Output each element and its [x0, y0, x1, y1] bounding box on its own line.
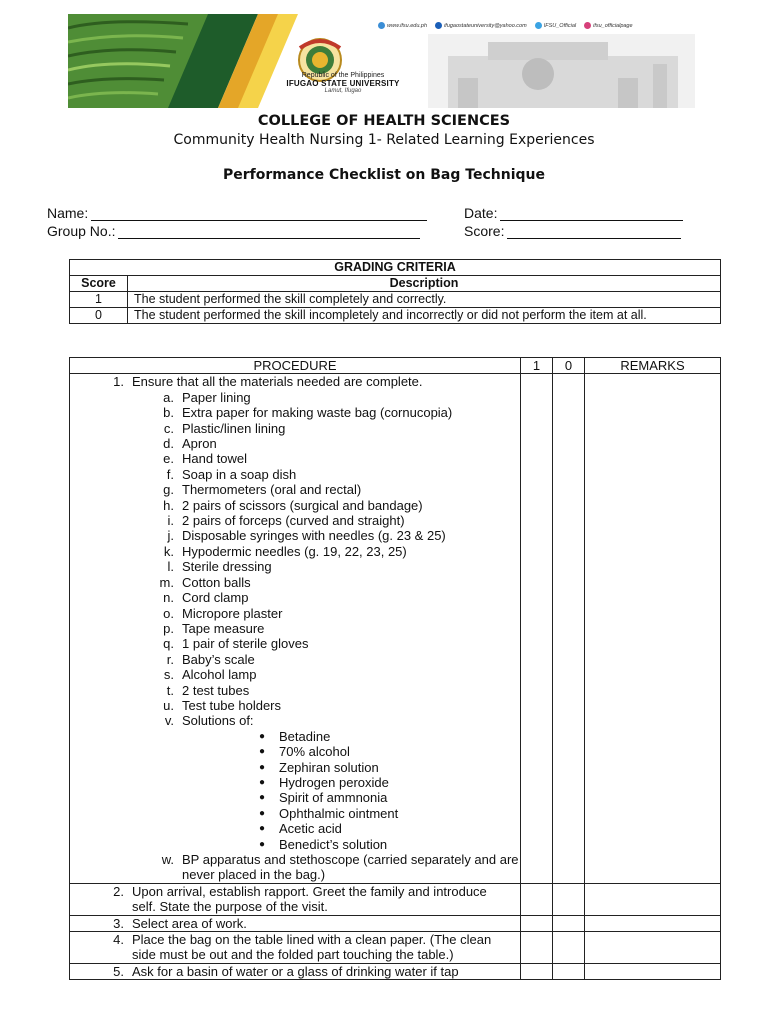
list-item [70, 744, 520, 759]
campus-building-image [428, 34, 695, 108]
solution-text: 70% alcohol [279, 744, 350, 760]
item-letter: t. [166, 682, 174, 698]
solution-text: Ophthalmic ointment [279, 805, 399, 821]
remarks-cell[interactable] [585, 374, 721, 883]
bullet-icon: ● [258, 730, 265, 742]
rice-terraces-image [68, 14, 208, 108]
score-zero-cell[interactable] [553, 374, 585, 883]
procedure-column-header: PROCEDURE [70, 358, 521, 374]
item-text: 1 pair of sterile gloves [182, 636, 309, 652]
step-text: Upon arrival, establish rapport. Greet the family and introduce self. State the purpose of the visit. [132, 883, 487, 915]
score-zero-cell[interactable] [553, 883, 585, 915]
item-text: Cord clamp [182, 590, 249, 606]
list-item [70, 482, 520, 497]
description-cell: The student performed the skill incompletely and incorrectly or did not perform the item at all. [128, 308, 721, 324]
item-letter: u. [163, 697, 174, 713]
university-banner [68, 14, 695, 108]
item-text: Alcohol lamp [182, 667, 257, 683]
bullet-icon: ● [258, 823, 265, 835]
item-text: Micropore plaster [182, 605, 283, 621]
item-letter: r. [166, 651, 174, 667]
solution-text: Betadine [279, 728, 331, 744]
step-number: 3. [113, 915, 124, 931]
score-one-cell[interactable] [521, 932, 553, 964]
item-text: Cotton balls [182, 574, 251, 590]
list-item [70, 652, 520, 667]
list-item [70, 405, 520, 420]
list-item [70, 636, 520, 651]
contact-website[interactable]: www.ifsu.edu.ph [378, 22, 427, 29]
list-item [70, 775, 520, 790]
score-zero-cell[interactable] [553, 915, 585, 931]
list-item [70, 852, 520, 883]
document-title: Performance Checklist on Bag Technique [223, 167, 545, 183]
item-text: 2 pairs of scissors (surgical and bandage) [182, 497, 423, 513]
list-item [70, 713, 520, 728]
score-field[interactable] [464, 223, 681, 239]
step-number: 4. [113, 932, 124, 948]
date-field[interactable] [464, 205, 683, 221]
step-heading [70, 374, 520, 389]
item-letter: q. [163, 636, 174, 652]
grading-criteria-table [69, 259, 721, 324]
contact-facebook[interactable]: ifugaostateuniversity@yahoo.com [435, 22, 527, 29]
item-text: Soap in a soap dish [182, 466, 297, 482]
facebook-icon [435, 22, 442, 29]
bullet-icon: ● [258, 761, 265, 773]
name-blank[interactable] [91, 208, 427, 221]
item-letter: v. [164, 713, 174, 729]
grading-title: GRADING CRITERIA [70, 260, 721, 276]
score-cell: 0 [70, 308, 128, 324]
university-name-block: Republic of the Philippines IFUGAO STATE UNIVERSITY Lamut, Ifugao [286, 72, 400, 95]
item-text: Test tube holders [182, 697, 282, 713]
score-one-cell[interactable] [521, 915, 553, 931]
group-label: Group No.: [47, 223, 116, 239]
procedure-step-2 [70, 883, 721, 915]
score-one-cell[interactable] [521, 963, 553, 979]
procedure-step-1 [70, 374, 721, 883]
item-letter: s. [163, 667, 174, 683]
course-name: Community Health Nursing 1- Related Learning Experiences [173, 132, 595, 148]
item-letter: n. [163, 590, 174, 606]
item-letter: f. [166, 466, 174, 482]
score-zero-cell[interactable] [553, 932, 585, 964]
step-text: Ensure that all the materials needed are complete. [132, 374, 423, 390]
list-item [70, 528, 520, 543]
bullet-icon: ● [258, 776, 265, 788]
table-row [70, 308, 721, 324]
score-one-column-header: 1 [521, 358, 553, 374]
list-item [70, 760, 520, 775]
list-item [70, 544, 520, 559]
solution-text: Acetic acid [279, 821, 342, 837]
contact-twitter[interactable]: IFSU_Official [535, 22, 576, 29]
item-letter: m. [159, 574, 174, 590]
procedure-step-3 [70, 915, 721, 931]
table-row [70, 292, 721, 308]
list-item [70, 606, 520, 621]
score-zero-cell[interactable] [553, 963, 585, 979]
list-item [70, 821, 520, 836]
item-letter: g. [163, 482, 174, 498]
list-item [70, 806, 520, 821]
item-text: BP apparatus and stethoscope (carried separately and are never placed in the bag.) [182, 852, 519, 883]
twitter-icon [535, 22, 542, 29]
item-text: 2 test tubes [182, 682, 250, 698]
item-letter: h. [163, 497, 174, 513]
item-text: Baby’s scale [182, 651, 255, 667]
list-item [70, 790, 520, 805]
score-label: Score: [464, 223, 505, 239]
list-item [70, 498, 520, 513]
item-letter: w. [161, 852, 174, 867]
score-zero-column-header: 0 [553, 358, 585, 374]
description-column-header: Description [128, 276, 721, 292]
materials-list [70, 390, 520, 729]
item-letter: d. [163, 436, 174, 452]
item-text: Extra paper for making waste bag (cornucopia) [182, 405, 453, 421]
globe-icon [378, 22, 385, 29]
item-letter: c. [163, 420, 174, 436]
solution-text: Spirit of ammnonia [279, 790, 388, 806]
item-text: Plastic/linen lining [182, 420, 286, 436]
group-field[interactable] [47, 223, 420, 239]
score-column-header: Score [70, 276, 128, 292]
remarks-cell[interactable] [585, 932, 721, 964]
bullet-icon: ● [258, 838, 265, 850]
score-cell: 1 [70, 292, 128, 308]
step-content [70, 374, 521, 883]
item-text: Disposable syringes with needles (g. 23 & 25) [182, 528, 446, 544]
solution-text: Zephiran solution [279, 759, 379, 775]
item-text: Apron [182, 436, 217, 452]
list-item [70, 451, 520, 466]
score-blank[interactable] [507, 226, 681, 239]
list-item [70, 559, 520, 574]
score-one-cell[interactable] [521, 374, 553, 883]
list-item [70, 729, 520, 744]
item-letter: e. [163, 451, 174, 467]
remarks-column-header: REMARKS [585, 358, 721, 374]
item-text: Tape measure [182, 620, 265, 636]
score-one-cell[interactable] [521, 883, 553, 915]
item-letter: k. [163, 543, 174, 559]
remarks-cell[interactable] [585, 883, 721, 915]
step-text: Select area of work. [132, 915, 247, 931]
list-item [70, 837, 520, 852]
item-letter: p. [163, 620, 174, 636]
solution-text: Hydrogen peroxide [279, 774, 389, 790]
list-item [70, 590, 520, 605]
procedure-step-4 [70, 932, 721, 964]
description-cell: The student performed the skill completely and correctly. [128, 292, 721, 308]
item-text: Solutions of: [182, 713, 254, 729]
contact-links [378, 22, 633, 29]
item-text: Sterile dressing [182, 559, 272, 575]
list-item [70, 621, 520, 636]
list-item [70, 698, 520, 713]
bullet-icon: ● [258, 746, 265, 758]
name-label: Name: [47, 205, 89, 221]
item-letter: i. [167, 513, 174, 529]
item-letter: l. [167, 559, 174, 575]
contact-instagram[interactable]: ifsu_officialpage [584, 22, 632, 29]
item-letter: j. [167, 528, 174, 544]
remarks-cell[interactable] [585, 963, 721, 979]
step-text: Place the bag on the table lined with a clean paper. (The clean side must be out and the folded part touching the table.) [132, 932, 492, 963]
step-number: 1. [113, 374, 124, 390]
group-blank[interactable] [118, 226, 420, 239]
college-name: COLLEGE OF HEALTH SCIENCES [257, 113, 511, 129]
date-blank[interactable] [500, 208, 683, 221]
procedure-step-5 [70, 963, 721, 979]
list-item [70, 683, 520, 698]
item-text: Hypodermic needles (g. 19, 22, 23, 25) [182, 543, 407, 559]
list-item [70, 513, 520, 528]
item-text: 2 pairs of forceps (curved and straight) [182, 513, 405, 529]
list-item [70, 667, 520, 682]
step-text: Ask for a basin of water or a glass of drinking water if tap [132, 963, 459, 979]
item-text: Hand towel [182, 451, 248, 467]
solution-text: Benedict’s solution [279, 836, 388, 852]
bullet-icon: ● [258, 792, 265, 804]
procedure-table [69, 357, 721, 980]
step-number: 2. [113, 883, 124, 899]
instagram-icon [584, 22, 591, 29]
item-text: Paper lining [182, 389, 251, 405]
date-label: Date: [464, 205, 498, 221]
item-letter: b. [163, 405, 174, 421]
step-number: 5. [113, 963, 124, 979]
item-letter: a. [163, 389, 174, 405]
remarks-cell[interactable] [585, 915, 721, 931]
bullet-icon: ● [258, 807, 265, 819]
item-text: Thermometers (oral and rectal) [182, 482, 362, 498]
solutions-list [70, 729, 520, 852]
list-item [70, 421, 520, 436]
list-item [70, 390, 520, 405]
item-letter: o. [163, 605, 174, 621]
list-item [70, 436, 520, 451]
name-field[interactable] [47, 205, 427, 221]
list-item [70, 575, 520, 590]
list-item [70, 467, 520, 482]
